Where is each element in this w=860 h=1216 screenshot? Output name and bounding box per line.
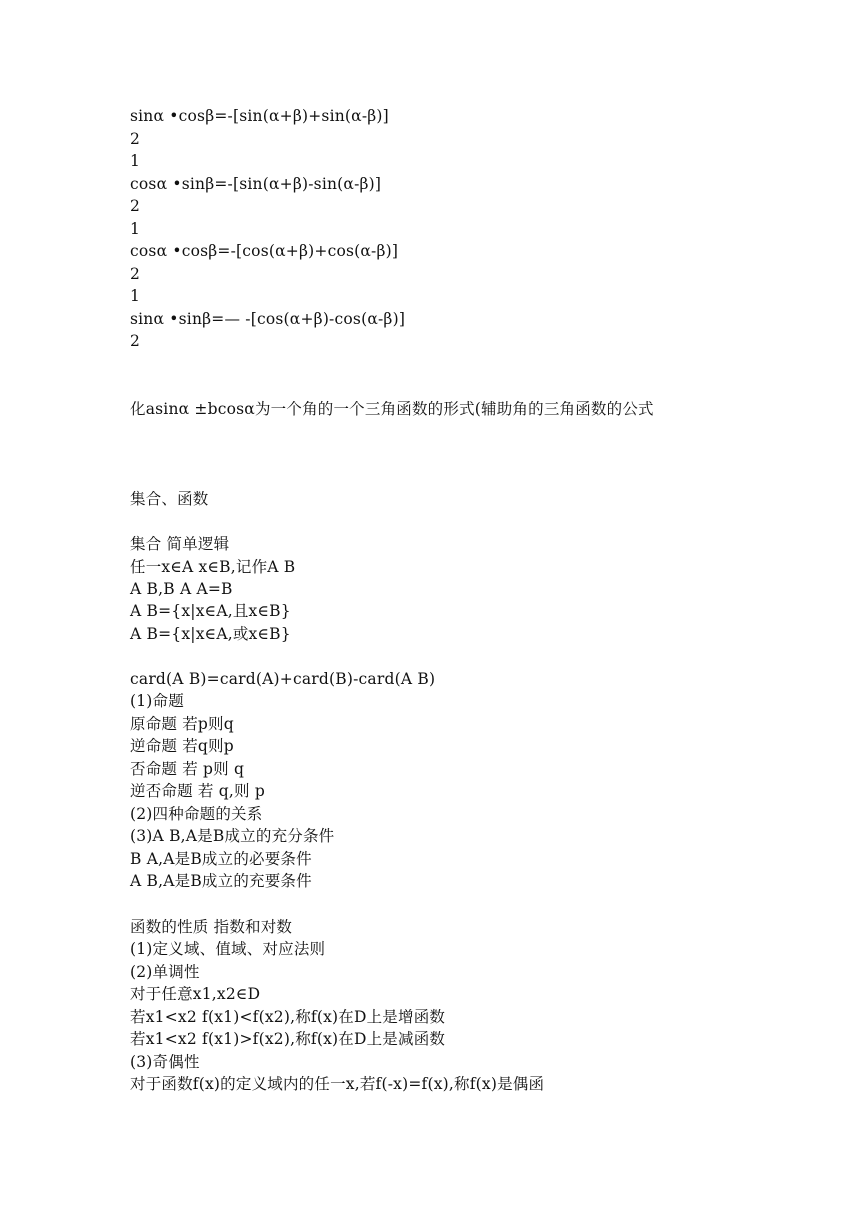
text-line: (1)定义域、值域、对应法则 xyxy=(130,940,326,958)
text-line: A B={x|x∈A,且x∈B} xyxy=(130,602,291,620)
formula-denominator: 2 xyxy=(130,265,141,283)
text-line: (2)四种命题的关系 xyxy=(130,805,263,823)
text-line: A B={x|x∈A,或x∈B} xyxy=(130,625,291,643)
formula-line: sinα •cosβ=-[sin(α+β)+sin(α-β)] xyxy=(130,107,389,125)
text-line: 若x1<x2 f(x1)<f(x2),称f(x)在D上是增函数 xyxy=(130,1008,446,1026)
text-line: (1)命题 xyxy=(130,692,184,710)
text-line: (2)单调性 xyxy=(130,963,200,981)
text-line: 原命题 若p则q xyxy=(130,715,234,733)
formula-numerator: 1 xyxy=(130,220,141,238)
paragraph-line: 化asinα ±bcosα为一个角的一个三角函数的形式(辅助角的三角函数的公式 xyxy=(130,400,654,418)
formula-denominator: 2 xyxy=(130,197,141,215)
formula-denominator: 2 xyxy=(130,130,141,148)
subsection-heading: 函数的性质 指数和对数 xyxy=(130,918,293,936)
subsection-heading: 集合 简单逻辑 xyxy=(130,535,230,553)
text-line: 任一x∈A x∈B,记作A B xyxy=(130,558,296,576)
text-line: 否命题 若 p则 q xyxy=(130,760,245,778)
formula-denominator: 2 xyxy=(130,332,141,350)
text-line: A B,B A A=B xyxy=(130,580,233,598)
text-line: 对于任意x1,x2∈D xyxy=(130,985,261,1003)
text-line: (3)A B,A是B成立的充分条件 xyxy=(130,827,335,845)
text-line: (3)奇偶性 xyxy=(130,1053,200,1071)
formula-line: cosα •sinβ=-[sin(α+β)-sin(α-β)] xyxy=(130,175,382,193)
formula-line: sinα •sinβ=— -[cos(α+β)-cos(α-β)] xyxy=(130,310,406,328)
text-line: B A,A是B成立的必要条件 xyxy=(130,850,312,868)
formula-numerator: 1 xyxy=(130,152,141,170)
text-line: 对于函数f(x)的定义域内的任一x,若f(-x)=f(x),称f(x)是偶函 xyxy=(130,1075,545,1093)
formula-line: cosα •cosβ=-[cos(α+β)+cos(α-β)] xyxy=(130,242,399,260)
text-line: 若x1<x2 f(x1)>f(x2),称f(x)在D上是减函数 xyxy=(130,1030,446,1048)
section-heading: 集合、函数 xyxy=(130,490,209,508)
text-line: A B,A是B成立的充要条件 xyxy=(130,872,312,890)
formula-numerator: 1 xyxy=(130,287,141,305)
text-line: card(A B)=card(A)+card(B)-card(A B) xyxy=(130,670,436,688)
text-line: 逆否命题 若 q,则 p xyxy=(130,782,265,800)
text-line: 逆命题 若q则p xyxy=(130,737,234,755)
